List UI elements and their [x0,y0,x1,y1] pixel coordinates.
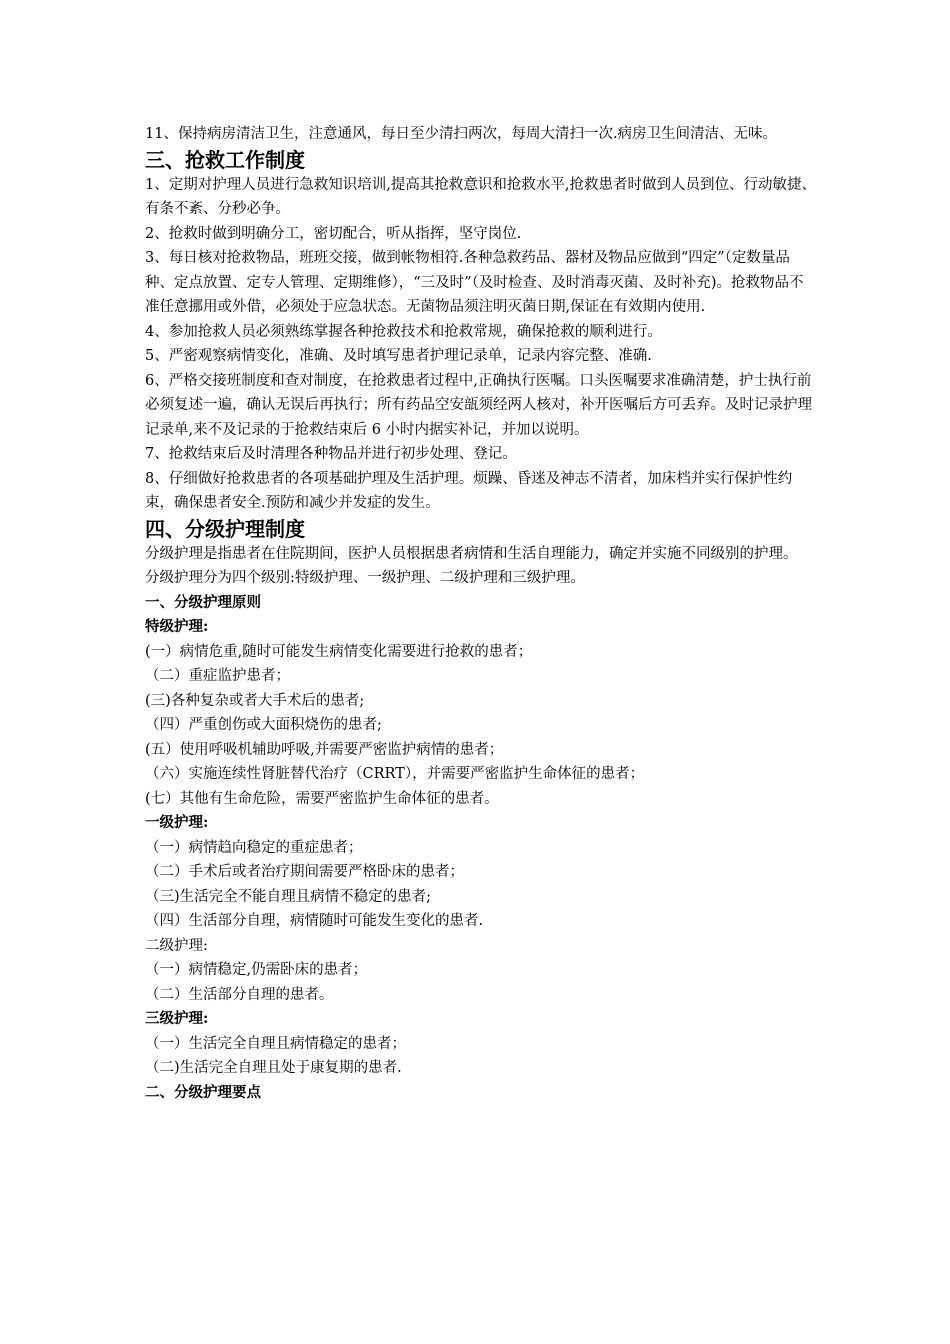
level1-care-item: （三)生活完全不能自理且病情不稳定的患者; [145,888,432,905]
level2-care-item: （一）病情稳定,仍需卧床的患者； [145,962,368,978]
special-care-item: (五）使用呼吸机辅助呼吸,并需要严密监护病情的患者； [145,741,504,758]
special-care-item: （六）实施连续性肾脏替代治疗（CRRT），并需要严密监护生命体征的患者； [145,766,645,782]
level3-care-item: （一）生活完全自理且病情稳定的患者； [145,1035,406,1052]
paragraph-11: 11、保持病房清洁卫生，注意通风，每日至少清扫两次，每周大清扫一次.病房卫生间清洁、无味。 [145,126,778,142]
special-care-item: (七）其他有生命危险，需要严密监护生命体征的患者。 [145,790,499,807]
special-care-item: （四）严重创伤或大面积烧伤的患者; [145,717,382,733]
level3-care-item: （二)生活完全自理且处于康复期的患者. [145,1060,402,1076]
level1-care-item: （一）病情趋向稳定的重症患者； [145,839,363,856]
subheading-principles: 一、分级护理原则 [145,593,261,611]
rescue-item-4: 4、参加抢救人员必须熟练掌握各种抢救技术和抢救常规，确保抢救的顺利进行。 [145,323,662,340]
rescue-item-2: 2、抢救时做到明确分工，密切配合，听从指挥，坚守岗位. [145,225,522,242]
grading-intro-2: 分级护理分为四个级别:特级护理、一级护理、二级护理和三级护理。 [145,570,585,586]
document-page [145,122,817,1105]
rescue-item-3: 3、每日核对抢救物品，班班交接，做到帐物相符.各种急救药品、器材及物品应做到“四定”（定数量品种、定点放置、定专人管理、定期维修），“三及时”（及时检查、及时消毒灭菌、及时补充)。抢救物品不准任意挪用或外借，必须处于应急状态。无菌物品须注明灭菌日期,保证在有效期内使用. [145,250,804,315]
rescue-item-5: 5、严密观察病情变化，准确、及时填写患者护理记录单，记录内容完整、准确. [145,348,652,364]
level2-care-item: （二）生活部分自理的患者。 [145,986,334,1003]
rescue-item-7: 7、抢救结束后及时清理各种物品并进行初步处理、登记。 [145,446,517,462]
grading-intro-1: 分级护理是指患者在住院期间，医护人员根据患者病情和生活自理能力，确定并实施不同级别的护理。 [145,545,798,562]
special-care-item: (一）病情危重,随时可能发生病情变化需要进行抢救的患者； [145,643,533,660]
level2-care-title: 二级护理: [145,937,208,954]
subheading-key-points: 二、分级护理要点 [145,1083,261,1101]
level1-care-title: 一级护理: [145,814,209,831]
level1-care-item: （四）生活部分自理，病情随时可能发生变化的患者. [145,913,484,929]
level1-care-item: （二）手术后或者治疗期间需要严格卧床的患者； [145,864,464,880]
special-care-title: 特级护理: [145,618,209,635]
rescue-item-6: 6、严格交接班制度和查对制度，在抢救患者过程中,正确执行医嘱。口头医嘱要求准确清楚，护士执行前必须复述一遍，确认无误后再执行；所有药品空安瓿须经两人核对，补开医嘱后方可丢弃。及时记录护理记录单,来不及记录的于抢救结束后 6 小时内据实补记，并加以说明。 [145,372,812,438]
special-care-item: (三)各种复杂或者大手术后的患者; [145,692,365,709]
level3-care-title: 三级护理: [145,1010,209,1027]
rescue-item-8: 8、仔细做好抢救患者的各项基础护理及生活护理。烦躁、昏迷及神志不清者，加床档并实行保护性约束，确保患者安全.预防和减少并发症的发生。 [145,470,793,511]
special-care-item: （二）重症监护患者； [145,668,290,684]
section-heading-rescue: 三、抢救工作制度 [145,147,305,172]
section-heading-grading: 四、分级护理制度 [145,516,305,541]
rescue-item-1: 1、定期对护理人员进行急救知识培训,提高其抢救意识和抢救水平,抢救患者时做到人员到位、行动敏捷、有条不紊、分秒必争。 [145,176,816,217]
